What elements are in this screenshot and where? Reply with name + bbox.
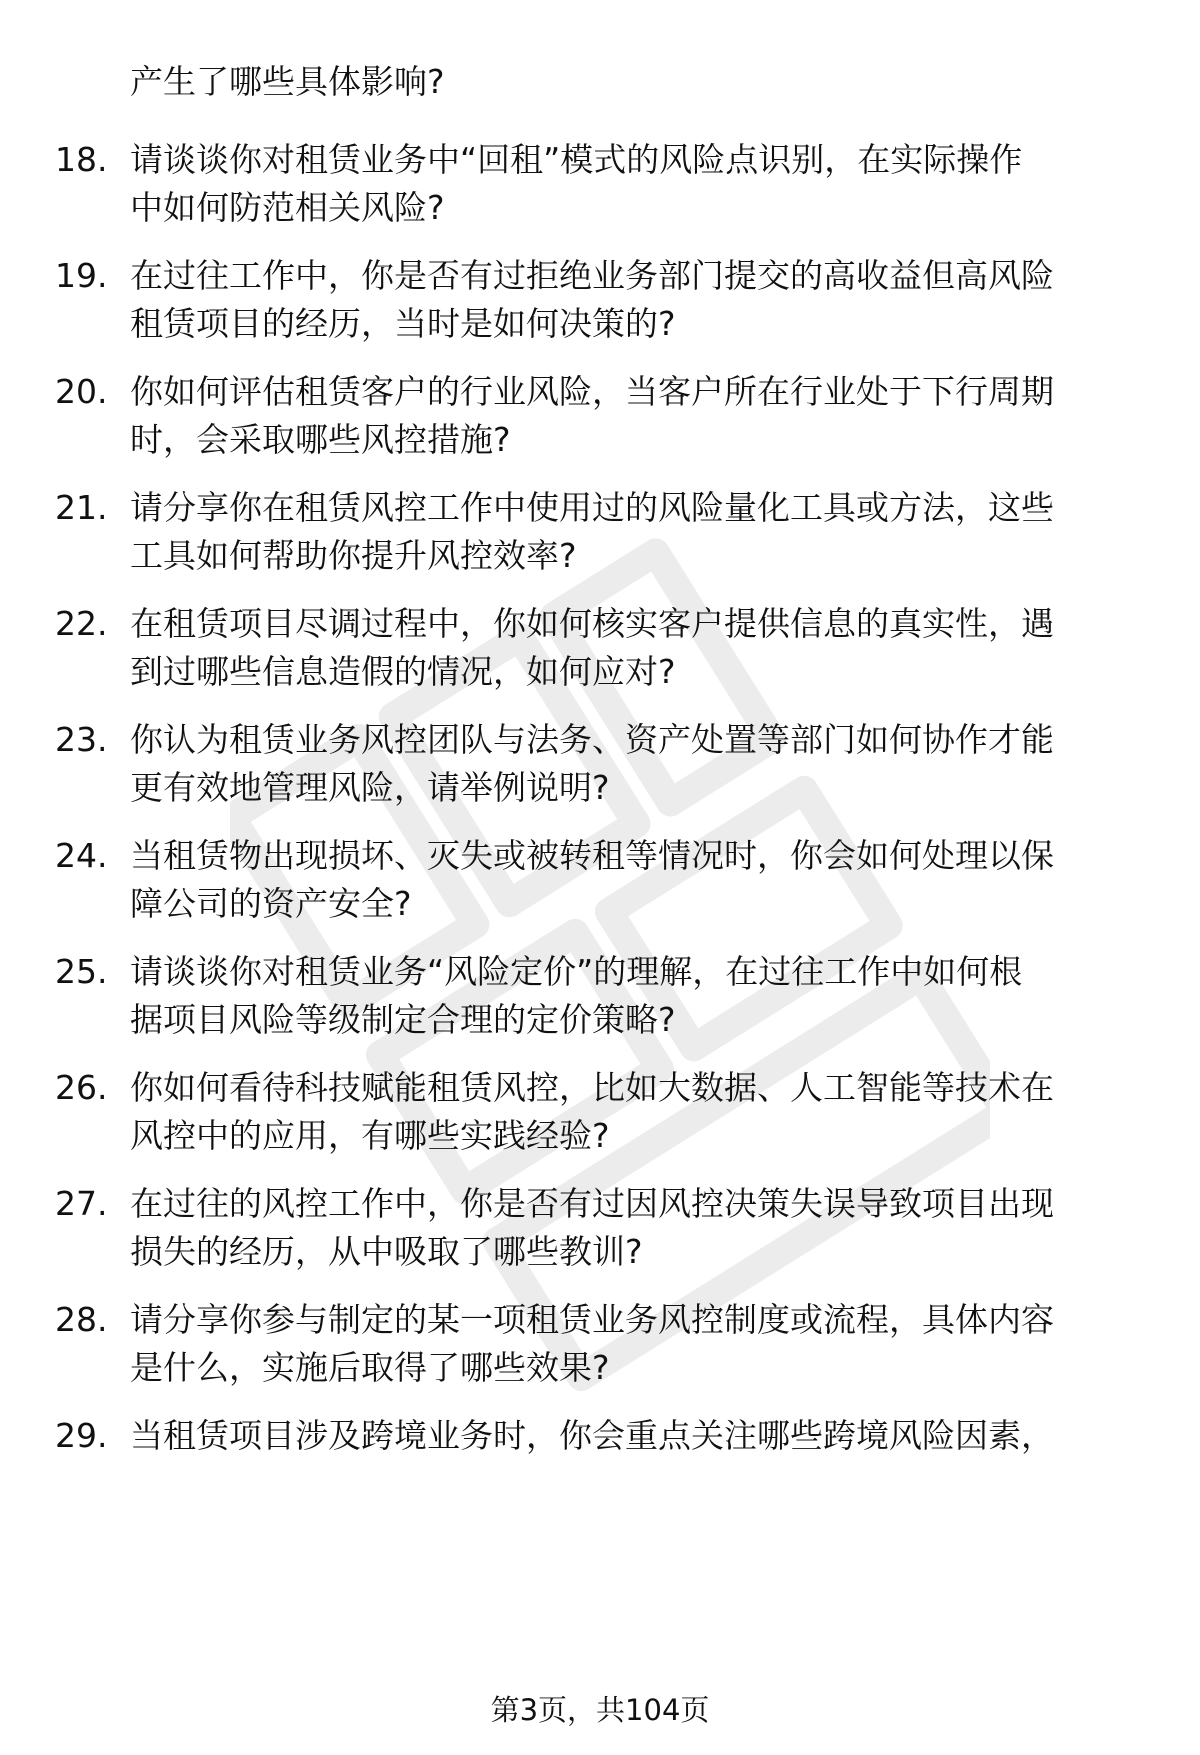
item-line: 请谈谈你对租赁业务中“回租”模式的风险点识别，在实际操作 (130, 140, 1023, 179)
page-number-footer: 第3页，共104页 (490, 1693, 710, 1727)
item-number: 19. (55, 256, 108, 295)
item-number: 24. (55, 836, 108, 875)
item-line: 请分享你参与制定的某一项租赁业务风控制度或流程，具体内容 (130, 1300, 1054, 1339)
list-item (0, 1180, 1200, 1280)
item-line: 你如何看待科技赋能租赁风控，比如大数据、人工智能等技术在 (130, 1068, 1054, 1107)
item-line: 请分享你在租赁风控工作中使用过的风险量化工具或方法，这些 (130, 488, 1054, 527)
list-item (0, 136, 1200, 236)
item-text (130, 600, 1150, 696)
item-text (130, 368, 1150, 464)
item-text (130, 1180, 1150, 1276)
item-line: 你如何评估租赁客户的行业风险，当客户所在行业处于下行周期 (130, 372, 1054, 411)
continuation-line: 产生了哪些具体影响? (130, 62, 445, 101)
item-number: 29. (55, 1416, 108, 1455)
item-line: 当租赁项目涉及跨境业务时，你会重点关注哪些跨境风险因素， (130, 1416, 1054, 1455)
list-item (0, 948, 1200, 1048)
item-line: 在过往的风控工作中，你是否有过因风控决策失误导致项目出现 (130, 1184, 1054, 1223)
item-text (130, 1296, 1150, 1392)
item-line: 是什么，实施后取得了哪些效果? (130, 1348, 610, 1387)
item-text (130, 252, 1150, 348)
item-line: 中如何防范相关风险? (130, 188, 445, 227)
list-item (0, 1296, 1200, 1396)
item-text (130, 484, 1150, 580)
list-item (0, 1412, 1200, 1512)
list-item (0, 1064, 1200, 1164)
item-line: 风控中的应用，有哪些实践经验? (130, 1116, 610, 1155)
item-number: 28. (55, 1300, 108, 1339)
item-line: 损失的经历，从中吸取了哪些教训? (130, 1232, 643, 1271)
item-text (130, 716, 1150, 812)
item-number: 23. (55, 720, 108, 759)
item-number: 27. (55, 1184, 108, 1223)
list-item (0, 832, 1200, 932)
item-text (130, 1064, 1150, 1160)
item-line: 请谈谈你对租赁业务“风险定价”的理解，在过往工作中如何根 (130, 952, 1023, 991)
item-text (130, 136, 1150, 232)
item-number: 20. (55, 372, 108, 411)
item-number: 25. (55, 952, 108, 991)
item-number: 18. (55, 140, 108, 179)
item-line: 工具如何帮助你提升风控效率? (130, 536, 577, 575)
item-line: 更有效地管理风险，请举例说明? (130, 768, 610, 807)
item-text (130, 832, 1150, 928)
item-line: 据项目风险等级制定合理的定价策略? (130, 1000, 676, 1039)
item-line: 在过往工作中，你是否有过拒绝业务部门提交的高收益但高风险 (130, 256, 1054, 295)
item-text (130, 948, 1150, 1044)
item-line: 时，会采取哪些风控措施? (130, 420, 511, 459)
list-item (0, 252, 1200, 352)
item-line: 你认为租赁业务风控团队与法务、资产处置等部门如何协作才能 (130, 720, 1054, 759)
item-line: 在租赁项目尽调过程中，你如何核实客户提供信息的真实性，遇 (130, 604, 1054, 643)
item-line: 障公司的资产安全? (130, 884, 412, 923)
item-number: 21. (55, 488, 108, 527)
item-line: 当租赁物出现损坏、灭失或被转租等情况时，你会如何处理以保 (130, 836, 1054, 875)
list-item (0, 600, 1200, 700)
item-number: 22. (55, 604, 108, 643)
item-line: 到过哪些信息造假的情况，如何应对? (130, 652, 676, 691)
list-item (0, 484, 1200, 584)
item-line: 租赁项目的经历，当时是如何决策的? (130, 304, 676, 343)
item-number: 26. (55, 1068, 108, 1107)
list-item (0, 368, 1200, 468)
item-text (130, 1412, 1150, 1460)
list-item (0, 716, 1200, 816)
